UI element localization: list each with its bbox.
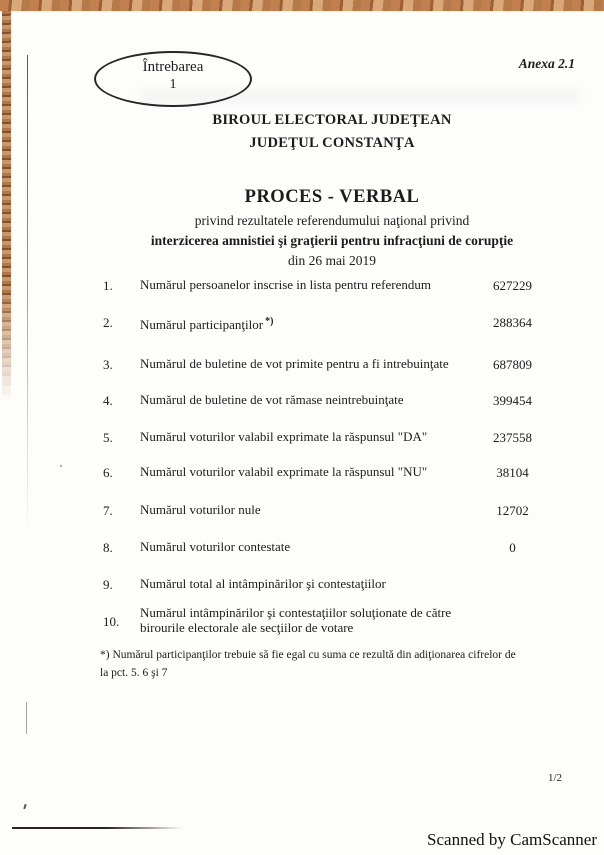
item-value: 399454 bbox=[493, 393, 532, 408]
item-number: 4. bbox=[103, 393, 113, 408]
item-label: Numărul de buletine de vot primite pentru a fi intrebuinţate bbox=[140, 356, 449, 371]
item-label: Numărul persoanelor inscrise in lista pentru referendum bbox=[140, 277, 431, 292]
bureau-line2: JUDEŢUL CONSTANŢA bbox=[249, 135, 415, 151]
item-value: 288364 bbox=[493, 315, 532, 330]
item-label: Numărul voturilor nule bbox=[140, 502, 261, 517]
item-label bbox=[140, 315, 480, 333]
item-value: 38104 bbox=[496, 465, 529, 480]
item-number: 8. bbox=[103, 540, 113, 555]
question-number-oval bbox=[94, 51, 252, 107]
bureau-header bbox=[60, 109, 604, 155]
item-number: 3. bbox=[103, 357, 113, 372]
item-label: Numărul voturilor contestate bbox=[140, 539, 291, 554]
question-oval-label: Întrebarea bbox=[142, 59, 204, 75]
item-value: 237558 bbox=[493, 430, 532, 445]
item-label: Numărul voturilor valabil exprimate la răspunsul "DA" bbox=[140, 429, 428, 444]
table-row bbox=[103, 540, 573, 572]
scan-dot-artifact bbox=[60, 465, 62, 467]
paper-fold-line bbox=[27, 55, 28, 535]
table-row bbox=[103, 430, 573, 462]
table-row bbox=[103, 465, 573, 497]
footnote-line2: la pct. 5. 6 şi 7 bbox=[100, 667, 168, 679]
item-label-text: Numărul participanţilor bbox=[140, 317, 264, 332]
item-value: 0 bbox=[509, 540, 516, 555]
item-label: Numărul voturilor valabil exprimate la răspunsul "NU" bbox=[140, 464, 428, 479]
annex-label: Anexa 2.1 bbox=[518, 56, 575, 71]
item-number: 6. bbox=[103, 465, 113, 480]
item-number: 2. bbox=[103, 315, 113, 330]
item-number: 1. bbox=[103, 278, 113, 293]
item-label: Numărul total al intâmpinărilor şi contestaţiilor bbox=[140, 576, 386, 591]
item-value: 627229 bbox=[493, 278, 532, 293]
bureau-line1: BIROUL ELECTORAL JUDEŢEAN bbox=[212, 112, 452, 128]
table-row bbox=[103, 503, 573, 535]
table-row bbox=[103, 357, 573, 389]
item-label: Numărul intâmpinărilor şi contestaţiilor soluţionate de către birourile electorale ale secţiilor de votare bbox=[140, 605, 452, 635]
bottom-rule-line bbox=[12, 827, 184, 829]
question-oval-number: 1 bbox=[169, 77, 177, 92]
table-row bbox=[103, 315, 573, 347]
item-number: 7. bbox=[103, 503, 113, 518]
footnote bbox=[100, 646, 520, 682]
item-value: 12702 bbox=[496, 503, 529, 518]
document-date-line: din 26 mai 2019 bbox=[287, 253, 377, 268]
table-row bbox=[103, 606, 573, 638]
scan-wood-edge-top bbox=[0, 0, 604, 11]
scanner-credit: Scanned by CamScanner bbox=[427, 830, 597, 849]
document-subtitle-1: privind rezultatele referendumului naţional privind bbox=[194, 213, 470, 228]
item-number: 9. bbox=[103, 577, 113, 592]
title-block bbox=[60, 186, 604, 271]
paper-fold-mark bbox=[26, 702, 27, 734]
item-value: 687809 bbox=[493, 357, 532, 372]
footnote-marker: *) bbox=[265, 316, 274, 327]
stray-ink-mark bbox=[23, 804, 26, 809]
item-number: 5. bbox=[103, 430, 113, 445]
footnote-line1: *) Numărul participanţilor trebuie să fie egal cu suma ce rezultă din adiţionarea cifrelor de bbox=[100, 649, 516, 661]
document-title: PROCES - VERBAL bbox=[244, 187, 420, 207]
item-number: 10. bbox=[103, 614, 120, 629]
page-indicator: 1/2 bbox=[548, 772, 563, 784]
document-subtitle-2: interzicerea amnistiei şi graţierii pentru infracţiuni de corupţie bbox=[150, 233, 514, 248]
table-row bbox=[103, 278, 573, 310]
scan-wood-edge-left bbox=[2, 11, 11, 421]
item-label: Numărul de buletine de vot rămase neintrebuinţate bbox=[140, 392, 404, 407]
table-row bbox=[103, 393, 573, 425]
